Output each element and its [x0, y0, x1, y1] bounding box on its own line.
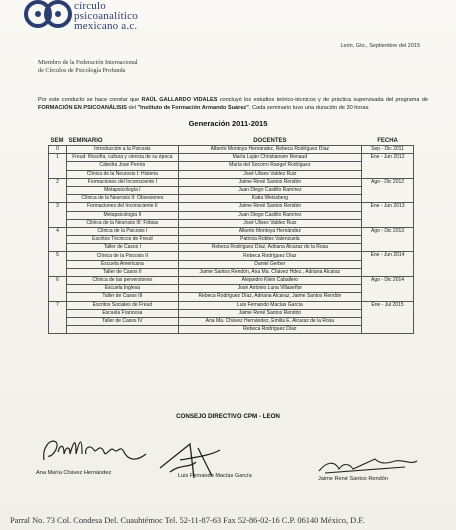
seminar-teachers: José Ulises Valdez Ruiz	[178, 219, 361, 227]
seminar-teachers: Jaime René Santos Rendón	[178, 203, 361, 211]
seminar-teachers: Rebeca Rodríguez Díaz	[178, 252, 361, 260]
seminar-name: Escritos Técnicos de Freud	[67, 236, 179, 244]
seminar-teachers: Jaime Santos Rendón, Ana Ma. Chávez Hdez., Adriana Alcaraz	[178, 268, 361, 276]
seminar-teachers: Jaime René Santos Rendón	[178, 309, 361, 317]
table-row	[49, 162, 414, 170]
intro-text-2: concluyó los estudios teórico-técnicos y de práctica supervisada del programa de	[219, 97, 428, 103]
semester-number: 5	[49, 252, 67, 277]
seminar-date: Ene - Jul 2015	[362, 301, 414, 334]
seminar-name: Taller de Casos I	[67, 244, 179, 252]
table-body	[49, 146, 414, 334]
seminar-teachers: Rebeca Rodríguez Díaz, Adriana Alcaraz, Jaime Santos Rendón	[178, 293, 361, 301]
seminar-teachers: Luis Fernando Macías García	[178, 301, 361, 309]
seminar-teachers: Ana Ma. Chávez Hernández, Emilia E. Alcaraz de la Rosa	[178, 317, 361, 325]
table-row	[49, 203, 414, 211]
student-name: RAÚL GALLARDO VIDALES	[141, 97, 218, 103]
table-row	[49, 236, 414, 244]
table-row	[49, 326, 414, 334]
table-row	[49, 301, 414, 309]
table-row	[49, 244, 414, 252]
seminar-date: Sep - Dic 2011	[362, 146, 414, 154]
table-row	[49, 146, 414, 154]
seminar-name: Freud: filosofía, cultura y ciencia de su época	[67, 154, 179, 162]
signature-1-image	[40, 432, 150, 468]
semester-number: 0	[49, 146, 67, 154]
generation-title: Generación 2011-2015	[188, 119, 268, 128]
table-row	[49, 154, 414, 162]
table-row	[49, 195, 414, 203]
institute-name: "Instituto de Formación Armando Suárez"	[137, 104, 249, 111]
table-row	[49, 309, 414, 317]
seminar-name: Escuela Francesa	[67, 309, 179, 317]
seminar-teachers: María del Socorro Rangel Rodríguez	[178, 162, 361, 170]
table-row	[49, 260, 414, 268]
table-row	[49, 170, 414, 178]
semester-number: 2	[49, 178, 67, 203]
seminar-name: Escuela Inglesa	[67, 285, 179, 293]
seminar-date: Ago - Dic 2012	[362, 178, 414, 203]
signatory-2-name: Luis Fernando Macías García	[178, 473, 252, 479]
brand-line-3: mexicano a.c.	[74, 20, 138, 32]
seminar-teachers: Juan Diego Castillo Ramírez	[178, 211, 361, 219]
seminar-name: Formaciones del Inconsciente II	[67, 203, 179, 211]
membership-line-1: Miembro de la Federación Internacional	[38, 59, 138, 66]
semester-number: 3	[49, 203, 67, 228]
seminar-name: Taller de Casos IV	[67, 317, 179, 325]
table-row	[49, 252, 414, 260]
seminar-name	[67, 326, 179, 334]
seminar-teachers: Jaime René Santos Rendón	[178, 178, 361, 186]
seminar-date: Ene - Jun 2012	[362, 154, 414, 179]
seminar-teachers: Katia Weissberg	[178, 195, 361, 203]
semester-number: 6	[49, 277, 67, 302]
table-row	[49, 219, 414, 227]
seminar-teachers: María Luján Christiansen Renaud	[178, 154, 361, 162]
membership-line-2: de Círculos de Psicología Profunda	[38, 66, 126, 74]
intro-text-3: del	[128, 104, 136, 111]
signature-3-image	[315, 455, 420, 477]
intro-text-1: Por este conducto se hace constar que	[38, 97, 140, 103]
council-title: CONSEJO DIRECTIVO CPM - LEON	[176, 413, 280, 420]
seminar-name: Clínica de la Neurosis I: Histeria	[67, 170, 179, 178]
table-row	[49, 285, 414, 293]
header-fecha: FECHA	[377, 138, 398, 144]
table-row	[49, 227, 414, 235]
logo-icon	[22, 0, 74, 42]
seminar-date: Ene - Jun 2014	[362, 252, 414, 277]
table-row	[49, 186, 414, 194]
seminar-name: Clínica de las perversiones	[67, 277, 179, 285]
header-seminario: SEMINARIO	[68, 138, 103, 144]
table-row	[49, 293, 414, 301]
seminar-name: Formaciones del Inconsciente I	[67, 178, 179, 186]
seminar-teachers: Patricia Robles Valenzuela	[178, 236, 361, 244]
table-row	[49, 277, 414, 285]
header-docentes: DOCENTES	[253, 138, 287, 144]
seminar-teachers: Rebeca Rodríguez Díaz	[178, 326, 361, 334]
seminar-teachers: Alberto Montoya Hernández, Rebeca Rodríguez Díaz	[178, 146, 361, 154]
seminar-date: Ago - Dic 2013	[362, 227, 414, 252]
seminar-teachers: Alejandro Klein Caballero	[178, 277, 361, 285]
seminar-name: Escritos Sociales de Freud	[67, 301, 179, 309]
intro-paragraph	[38, 97, 428, 112]
seminar-name: Cátedra José Perrés	[67, 162, 179, 170]
seminar-teachers: Rebeca Rodríguez Díaz, Adriana Alcaraz de la Rosa	[178, 244, 361, 252]
seminar-name: Clínica de la Neurosis II: Obsesiones	[67, 195, 179, 203]
signatory-3-name: Jaime René Santos Rendón	[318, 476, 388, 482]
seminar-name: Clínica de la Psicosis II	[67, 252, 179, 260]
seminar-teachers: José Ulises Valdez Ruiz	[178, 170, 361, 178]
seminar-name: Metapsicología II	[67, 211, 179, 219]
seminars-table	[48, 137, 414, 334]
seminar-teachers: Daniel Gerber	[178, 260, 361, 268]
seminar-teachers: Juan Diego Castillo Ramírez	[178, 186, 361, 194]
table-row	[49, 268, 414, 276]
semester-number: 1	[49, 154, 67, 179]
seminar-teachers: José Antonio Luna Villaseñor	[178, 285, 361, 293]
dateline: León, Gto., Septiembre del 2015	[340, 43, 420, 49]
header-sem: SEM	[50, 138, 64, 144]
footer-address: Parral No. 73 Col. Condesa Del. Cuauhtémoc Tel. 52-11-87-63 Fax 52-86-02-16 C.P. 06140 México, D.F.	[10, 516, 365, 525]
brand-line-1: círculo	[74, 0, 106, 12]
semester-number: 7	[49, 301, 67, 334]
seminar-teachers: Alberto Montoya Hernández	[178, 227, 361, 235]
table-row	[49, 317, 414, 325]
brand-name	[74, 1, 138, 31]
seminar-name: Taller de Casos II	[67, 268, 179, 276]
table-row	[49, 178, 414, 186]
membership-note	[38, 59, 138, 74]
seminar-name: Escuela Americana	[67, 260, 179, 268]
seminar-date: Ago - Dic 2014	[362, 277, 414, 302]
seminar-name: Introducción a la Psicosis	[67, 146, 179, 154]
table-row	[49, 211, 414, 219]
intro-text-4: . Cada seminario tuvo una duración de 30 horas.	[248, 104, 370, 111]
semester-number: 4	[49, 227, 67, 252]
seminar-name: Clínica de la Neurosis III: Fobias	[67, 219, 179, 227]
brand-line-2: psicoanalítico	[74, 10, 138, 22]
seminar-name: Metapsicología I	[67, 186, 179, 194]
table-header-row	[49, 137, 414, 146]
program-name: FORMACIÓN EN PSICOANÁLISIS	[38, 104, 127, 111]
seminar-name: Taller de Casos III	[67, 293, 179, 301]
seminar-date: Ene - Jun 2013	[362, 203, 414, 228]
signatory-1-name: Ana María Chávez Hernández	[36, 470, 112, 476]
seminar-name: Clínica de la Psicosis I	[67, 227, 179, 235]
